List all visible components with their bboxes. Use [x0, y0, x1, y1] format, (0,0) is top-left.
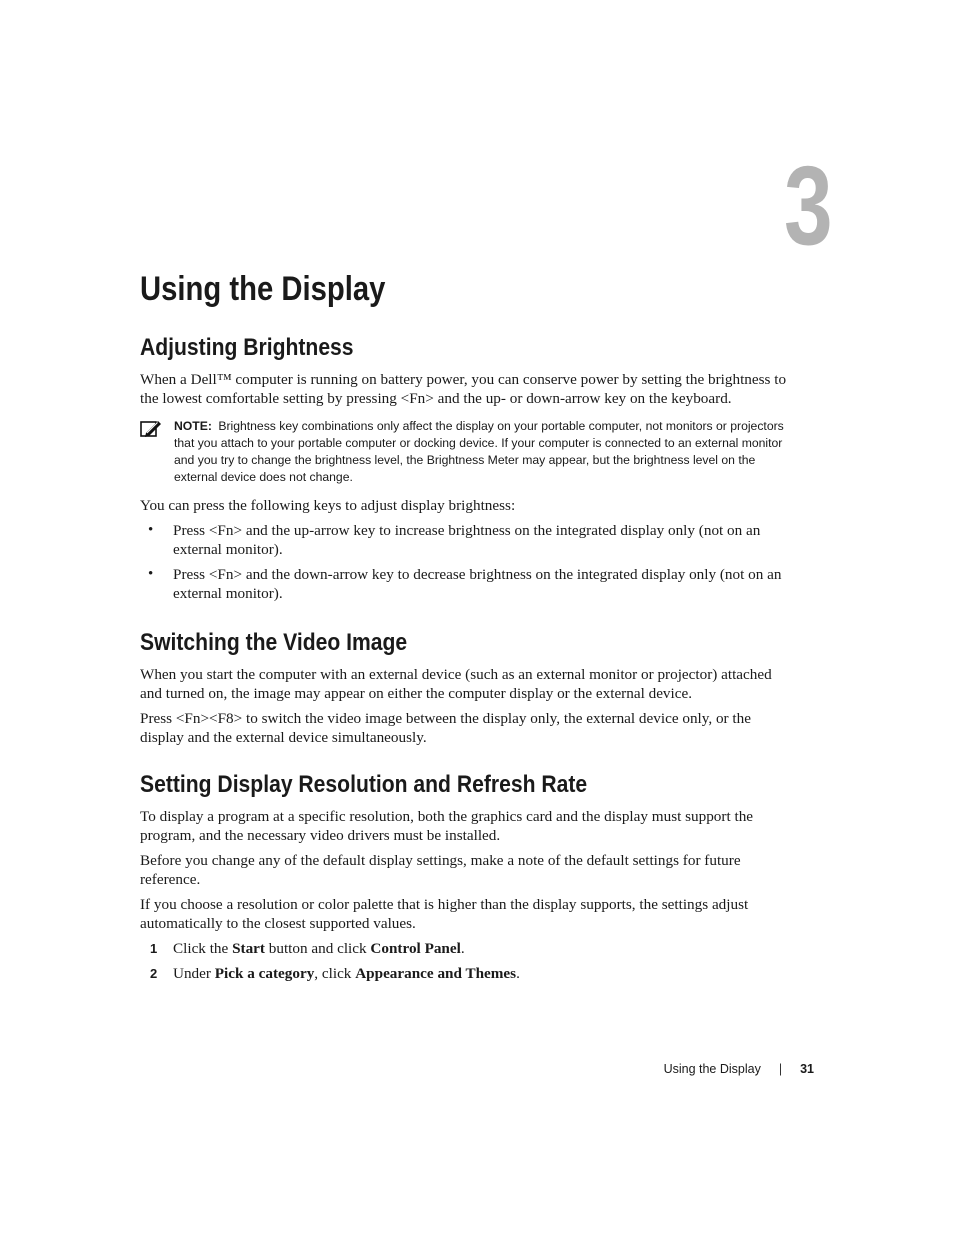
section-heading-video: Switching the Video Image [140, 629, 408, 656]
bullet-text: Press <Fn> and the up-arrow key to increase brightness on the integrated display only (not on an external monitor). [173, 522, 761, 558]
ui-term-start: Start [232, 940, 265, 957]
brightness-intro: When a Dell™ computer is running on battery power, you can conserve power by setting the brightness to the lowest comfortable setting by pressing <Fn> and the up- or down-arrow key on the keyboard. [140, 371, 787, 407]
page-content [140, 268, 790, 989]
note-text [174, 418, 790, 486]
resolution-paragraph-2: Before you change any of the default display settings, make a note of the default settings for future reference. [140, 852, 741, 888]
bullet-icon: • [148, 522, 154, 538]
resolution-steps [140, 939, 790, 983]
video-paragraph-2: Press <Fn><F8> to switch the video image between the display only, the external device only, or the display and the external device simultaneously. [140, 710, 751, 746]
resolution-paragraph-1: To display a program at a specific resolution, both the graphics card and the display must support the program, and the necessary video drivers must be installed. [140, 808, 754, 844]
note-label: NOTE: [174, 419, 212, 433]
step-text: Click the Start button and click Control Panel. [173, 940, 465, 957]
list-item [140, 521, 790, 559]
bullet-icon: • [148, 566, 154, 582]
footer-section-title: Using the Display [663, 1062, 761, 1076]
video-paragraph-1: When you start the computer with an external device (such as an external monitor or projector) attached and turned on, the image may appear on either the computer display or the external device. [140, 666, 772, 702]
brightness-bullet-list [140, 521, 790, 603]
step-number: 2 [150, 966, 158, 981]
page-title: Using the Display [140, 270, 386, 308]
section-heading-resolution: Setting Display Resolution and Refresh Rate [140, 771, 588, 798]
list-item [140, 939, 790, 958]
note-body: Brightness key combinations only affect the display on your portable computer, not monitors or projectors that you attach to your portable computer or docking device. If your computer is connected to an external monitor and you try to change the brightness level, the Brightness Meter may appear, but the brightness level on the external device does not change. [174, 419, 784, 484]
brightness-keys-intro: You can press the following keys to adjust display brightness: [140, 497, 516, 514]
chapter-number: 3 [784, 143, 833, 268]
step-text: Under Pick a category, click Appearance and Themes. [173, 965, 520, 982]
resolution-paragraph-3: If you choose a resolution or color palette that is higher than the display supports, the settings adjust automatically to the closest supported values. [140, 896, 749, 932]
footer-separator: | [778, 1062, 783, 1076]
page-footer [664, 1062, 814, 1076]
ui-term-appearance-themes: Appearance and Themes [355, 965, 517, 982]
list-item [140, 964, 790, 983]
section-heading-brightness: Adjusting Brightness [140, 334, 354, 361]
note-box [140, 418, 790, 486]
ui-term-pick-category: Pick a category [214, 965, 315, 982]
pencil-note-icon [140, 418, 174, 486]
list-item [140, 565, 790, 603]
step-number: 1 [150, 941, 158, 956]
bullet-text: Press <Fn> and the down-arrow key to decrease brightness on the integrated display only (not on an external monitor). [173, 566, 782, 602]
page-number: 31 [800, 1062, 814, 1076]
ui-term-control-panel: Control Panel [370, 940, 461, 957]
